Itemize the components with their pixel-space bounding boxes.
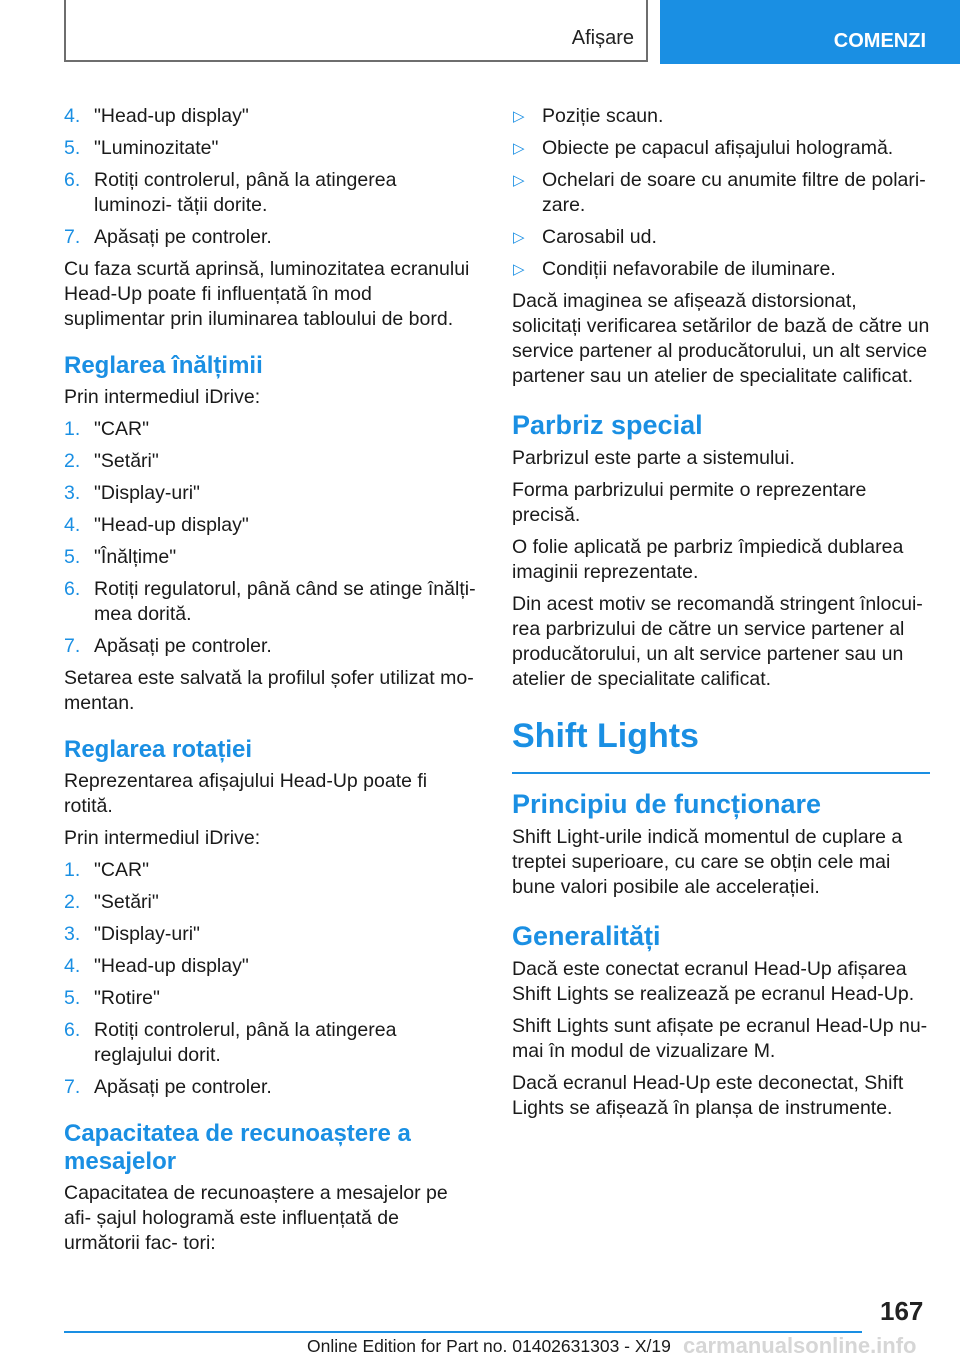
paragraph: Shift Light-urile indică momentul de cuplare a treptei superioare, cu care se obțin cele mai bune valori posibile ale accelerației. xyxy=(512,826,903,898)
heading-principle: Principiu de funcționare xyxy=(512,789,822,819)
paragraph: Dacă este conectat ecranul Head-Up afișarea Shift Lights se realizează pe ecranul Head-Up. xyxy=(512,958,915,1005)
paragraph: Prin intermediul iDrive: xyxy=(64,827,261,849)
triangle-bullet-icon: ▷ xyxy=(513,261,525,278)
list-text: "Head-up display" xyxy=(94,105,249,127)
list-text: "Setări" xyxy=(94,450,159,472)
list-number: 5. xyxy=(64,987,81,1009)
paragraph: Setarea este salvată la profilul șofer utilizat mo‐ mentan. xyxy=(64,667,474,714)
paragraph: Parbrizul este parte a sistemului. xyxy=(512,447,795,469)
paragraph: Forma parbrizului permite o reprezentare precisă. xyxy=(512,479,867,526)
list-number: 2. xyxy=(64,450,81,472)
list-item xyxy=(64,954,478,979)
chapter-label: COMENZI xyxy=(833,30,926,52)
section-label: Afișare xyxy=(571,27,634,49)
list-text: Apăsați pe controler. xyxy=(94,226,272,248)
list-number: 7. xyxy=(64,1076,81,1098)
left-column xyxy=(64,104,478,1263)
list-number: 1. xyxy=(64,418,81,440)
bullet-item xyxy=(512,104,930,129)
list-number: 1. xyxy=(64,859,81,881)
paragraph: Cu faza scurtă aprinsă, luminozitatea ecranului Head-Up poate fi influențată în mod suplimentar prin iluminarea tabloului de bord. xyxy=(64,258,470,330)
list-item xyxy=(64,577,478,627)
list-number: 2. xyxy=(64,891,81,913)
list-item xyxy=(64,481,478,506)
heading-recognition: Capacitatea de recunoaștere a mesajelor xyxy=(64,1120,411,1175)
heading-general: Generalități xyxy=(512,921,661,951)
list-text: "Rotire" xyxy=(94,987,160,1009)
bullet-item xyxy=(512,168,930,218)
list-text: Apăsați pe controler. xyxy=(94,1076,272,1098)
list-text: Rotiți controlerul, până la atingerea reglajului dorit. xyxy=(94,1019,397,1066)
bullet-text: Ochelari de soare cu anumite filtre de polari‐ zare. xyxy=(542,169,926,216)
list-item xyxy=(64,449,478,474)
list-number: 5. xyxy=(64,546,81,568)
list-number: 6. xyxy=(64,1019,81,1041)
list-number: 5. xyxy=(64,137,81,159)
list-text: Apăsați pe controler. xyxy=(94,635,272,657)
list-number: 4. xyxy=(64,514,81,536)
list-item xyxy=(64,225,478,250)
list-item xyxy=(64,890,478,915)
list-number: 7. xyxy=(64,635,81,657)
bullet-text: Obiecte pe capacul afișajului hologramă. xyxy=(542,137,894,159)
list-text: Rotiți controlerul, până la atingerea luminozi‐ tății dorite. xyxy=(94,169,397,216)
list-item xyxy=(64,634,478,659)
list-item xyxy=(64,513,478,538)
bullet-text: Condiții nefavorabile de iluminare. xyxy=(542,258,836,280)
bullet-item xyxy=(512,136,930,161)
brightness-steps xyxy=(64,104,478,250)
rotation-steps xyxy=(64,858,478,1100)
paragraph: Dacă imaginea se afișează distorsionat, solicitați verificarea setărilor de bază de către un service partener al producătorului, un alt service partener sau un atelier de specialitate calificat. xyxy=(512,290,930,387)
list-number: 4. xyxy=(64,955,81,977)
list-text: "CAR" xyxy=(94,418,150,440)
list-number: 7. xyxy=(64,226,81,248)
list-number: 3. xyxy=(64,482,81,504)
right-column xyxy=(512,104,930,1128)
list-text: "Display-uri" xyxy=(94,482,200,504)
heading-height: Reglarea înălțimii xyxy=(64,352,263,379)
paragraph: O folie aplicată pe parbriz împiedică dublarea imaginii reprezentate. xyxy=(512,536,904,583)
height-steps xyxy=(64,417,478,659)
list-text: "Head-up display" xyxy=(94,514,249,536)
list-item xyxy=(64,922,478,947)
factor-bullets xyxy=(512,104,930,282)
paragraph: Shift Lights sunt afișate pe ecranul Head-Up nu‐ mai în modul de vizualizare M. xyxy=(512,1015,928,1062)
heading-rule xyxy=(512,772,930,774)
paragraph: Dacă ecranul Head-Up este deconectat, Shift Lights se afișează în planșa de instrumente. xyxy=(512,1072,904,1119)
list-text: "Display-uri" xyxy=(94,923,200,945)
triangle-bullet-icon: ▷ xyxy=(513,229,525,246)
header-section-tab xyxy=(64,0,648,62)
list-item xyxy=(64,986,478,1011)
bullet-item xyxy=(512,257,930,282)
list-item xyxy=(64,417,478,442)
header-chapter-tab xyxy=(660,0,960,64)
paragraph: Capacitatea de recunoaștere a mesajelor pe afi‐ șajul hologramă este influențată de următorii fac‐ tori: xyxy=(64,1182,448,1254)
list-item xyxy=(64,1018,478,1068)
list-item xyxy=(64,104,478,129)
heading-rotation: Reglarea rotației xyxy=(64,736,253,763)
page-number: 167 xyxy=(880,1296,924,1326)
list-item xyxy=(64,168,478,218)
bullet-item xyxy=(512,225,930,250)
watermark: carmanualsonline.info xyxy=(683,1333,917,1358)
paragraph: Reprezentarea afișajului Head-Up poate fi rotită. xyxy=(64,770,428,817)
list-number: 3. xyxy=(64,923,81,945)
list-item xyxy=(64,858,478,883)
bullet-text: Carosabil ud. xyxy=(542,226,657,248)
list-text: Rotiți regulatorul, până când se atinge înălți‐ mea dorită. xyxy=(94,578,476,625)
list-text: "Setări" xyxy=(94,891,159,913)
bullet-text: Poziție scaun. xyxy=(542,105,664,127)
list-number: 4. xyxy=(64,105,81,127)
list-number: 6. xyxy=(64,169,81,191)
list-item xyxy=(64,545,478,570)
list-text: "CAR" xyxy=(94,859,150,881)
triangle-bullet-icon: ▷ xyxy=(513,172,525,189)
list-text: "Înălțime" xyxy=(94,546,177,568)
triangle-bullet-icon: ▷ xyxy=(513,140,525,157)
list-text: "Head-up display" xyxy=(94,955,249,977)
paragraph: Din acest motiv se recomandă stringent înlocui‐ rea parbrizului de către un service partener al producătorului, un alt service partener sau un atelier de specialitate calificat. xyxy=(512,593,923,690)
heading-shift-lights: Shift Lights xyxy=(512,717,699,755)
paragraph: Prin intermediul iDrive: xyxy=(64,386,261,408)
list-text: "Luminozitate" xyxy=(94,137,219,159)
triangle-bullet-icon: ▷ xyxy=(513,108,525,125)
list-item xyxy=(64,1075,478,1100)
list-item xyxy=(64,136,478,161)
heading-windshield: Parbriz special xyxy=(512,410,703,440)
list-number: 6. xyxy=(64,578,81,600)
edition-text: Online Edition for Part no. 01402631303 - X/19 xyxy=(307,1336,671,1356)
